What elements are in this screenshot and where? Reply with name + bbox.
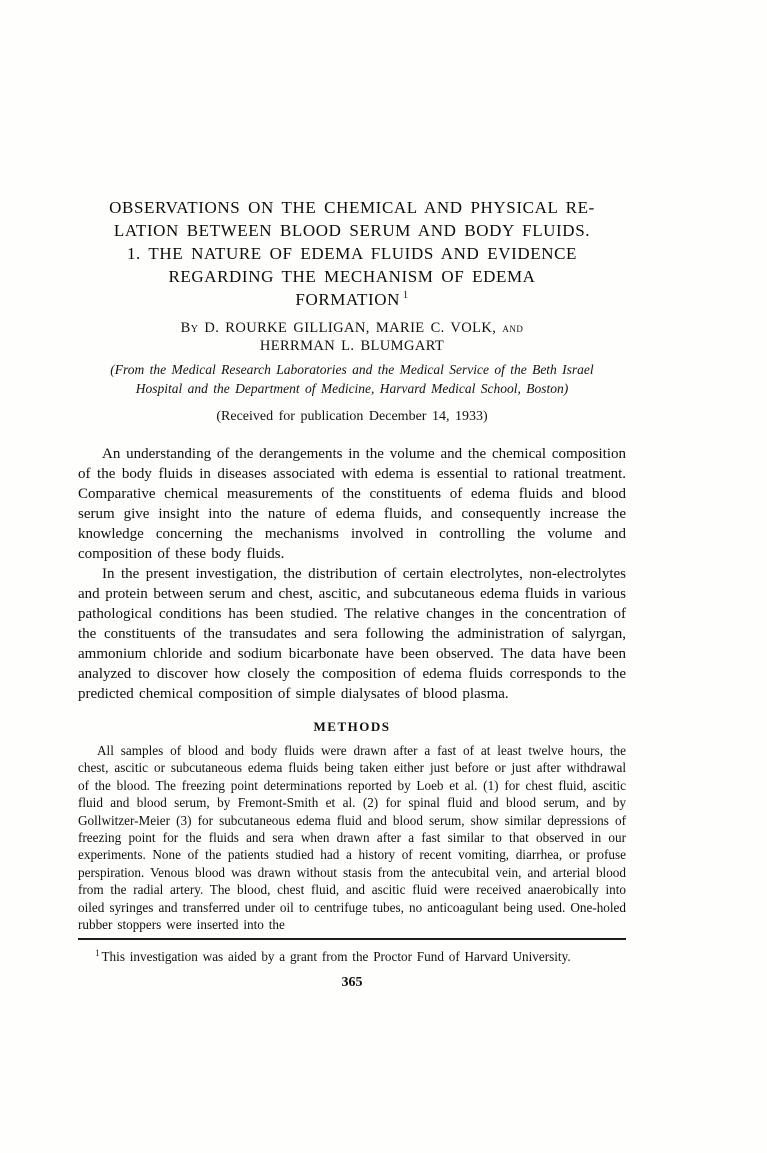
title-footnote-marker: 1 (402, 290, 409, 302)
byline-line-1 (78, 319, 626, 337)
page-number: 365 (341, 975, 363, 991)
intro-paragraph-1: An understanding of the derangements in the volume and the chemical composition of the body fluids in diseases associated with edema is essential to rational treatment. Comparative chemical measurements of the constituents of edema fluids and blood serum give insight into the nature of edema fluids, and consequently increase the knowledge concerning the mechanisms involved in controlling the volume and composition of these body fluids. (78, 446, 626, 562)
title-line-3: 1. THE NATURE OF EDEMA FLUIDS AND EVIDENCE (126, 244, 578, 263)
title-line-2: LATION BETWEEN BLOOD SERUM AND BODY FLUIDS. (113, 221, 591, 240)
affiliation (78, 360, 626, 398)
methods-heading: METHODS (313, 719, 391, 734)
title-last-word: FORMATION (295, 290, 400, 309)
affiliation-line-1: (From the Medical Research Laboratories and the Medical Service of the Beth Israel (110, 362, 594, 377)
paper-title (78, 196, 626, 311)
title-line-5 (78, 288, 626, 311)
received-line: (Received for publication December 14, 1933) (216, 409, 488, 424)
affiliation-line-2: Hospital and the Department of Medicine, Harvard Medical School, Boston) (135, 381, 569, 396)
byline-and: and (502, 321, 524, 335)
footnote-marker: 1 (95, 948, 100, 959)
intro-paragraph-2: In the present investigation, the distribution of certain electrolytes, non-electrolytes and protein between serum and chest, ascitic, and subcutaneous edema fluids in various pathological conditions has been studied. The relative changes in the concentration of the constituents of the transudates and sera following the administration of salyrgan, ammonium chloride and sodium bicarbonate have been observed. The data have been analyzed to discover how closely the composition of edema fluids corresponds to the predicted chemical composition of simple dialysates of blood plasma. (78, 566, 626, 702)
methods-paragraph: All samples of blood and body fluids were drawn after a fast of at least twelve hours, the chest, ascitic or subcutaneous edema fluids being taken either just before or just after withdrawal of the blood. The freezing point determinations reported by Loeb et al. (1) for chest fluid, ascitic fluid and blood serum, by Fremont-Smith et al. (2) for spinal fluid and blood serum, and by Gollwitzer-Meier (3) for subcutaneous edema fluid and blood serum, show similar depressions of freezing point for the fluids and sera when drawn after a fast similar to that observed in our experiments. None of the patients studied had a history of recent vomiting, diarrhea, or profuse perspiration. Venous blood was drawn without stasis from the antecubital vein, and arterial blood from the radial artery. The blood, chest fluid, and ascitic fluid were received anaerobically into oiled syringes and transferred under oil to centrifuge tubes, no anticoagulant being used. One-holed rubber stoppers were inserted into the (78, 743, 626, 933)
text-column (78, 0, 626, 992)
byline-by: By (180, 320, 199, 336)
byline (78, 319, 626, 355)
footnote-rule (78, 938, 626, 940)
byline-authors-1: D. ROURKE GILLIGAN, MARIE C. VOLK, (204, 320, 497, 336)
footnote (78, 948, 626, 966)
title-line-1: OBSERVATIONS ON THE CHEMICAL AND PHYSICAL RE- (109, 198, 595, 217)
footnote-text: This investigation was aided by a grant from the Proctor Fund of Harvard University. (101, 949, 571, 965)
title-line-4: REGARDING THE MECHANISM OF EDEMA (168, 267, 536, 286)
byline-line-2: HERRMAN L. BLUMGART (259, 338, 445, 354)
